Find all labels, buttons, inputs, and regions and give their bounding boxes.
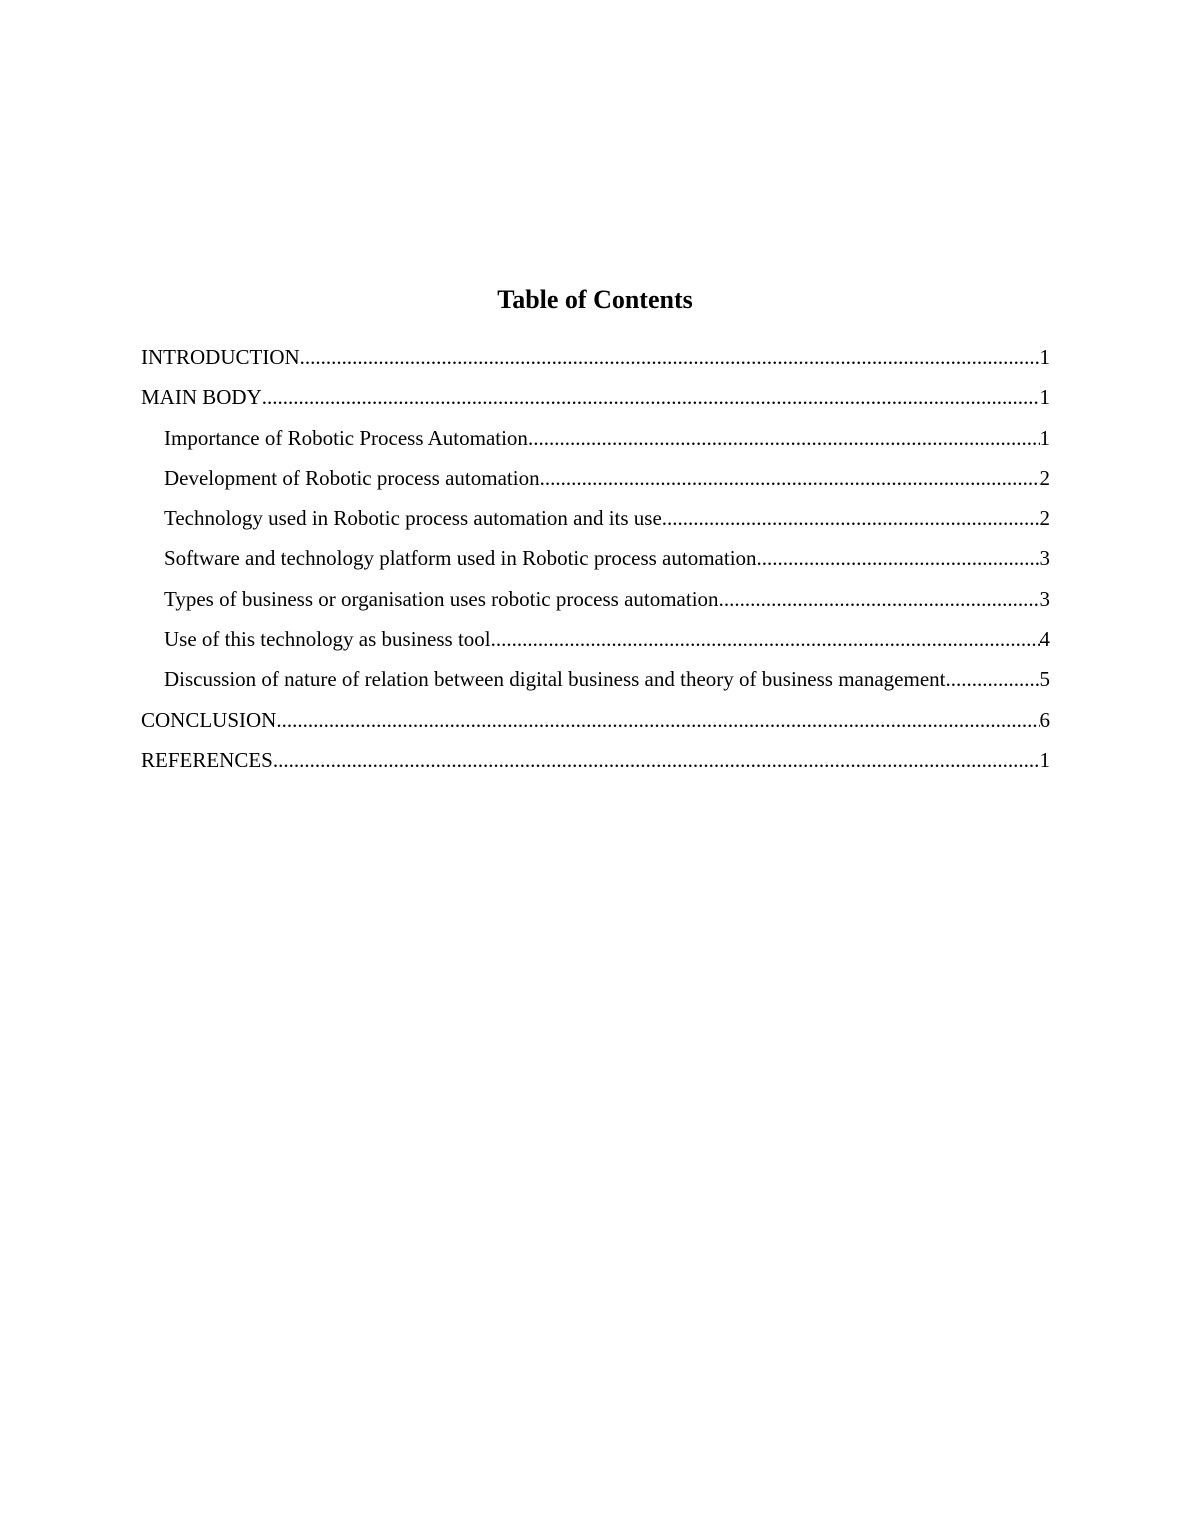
toc-dot-leader [491, 622, 1040, 656]
toc-entry-label: REFERENCES [141, 747, 273, 772]
toc-dot-leader [528, 421, 1040, 455]
toc-entry-page: 2 [1039, 506, 1050, 531]
toc-entry-page: 1 [1039, 385, 1050, 410]
toc-dot-leader [662, 501, 1040, 535]
toc-entry-label: INTRODUCTION [141, 345, 300, 369]
toc-entry-conclusion[interactable] [141, 703, 1050, 743]
toc-entry-page: 6 [1039, 707, 1050, 732]
toc-dot-leader [300, 340, 1040, 374]
toc-dot-leader [540, 461, 1040, 495]
toc-entry-development[interactable] [141, 461, 1050, 501]
toc-entry-label: Discussion of nature of relation between digital business and theory of business management [164, 667, 946, 692]
toc-entry-discussion[interactable] [141, 662, 1050, 702]
toc-entry-label: Use of this technology as business tool [164, 627, 491, 652]
toc-dot-leader [276, 703, 1039, 737]
toc-dot-leader [262, 380, 1040, 414]
toc-entry-technology[interactable] [141, 501, 1050, 541]
toc-entry-label: Importance of Robotic Process Automation [164, 425, 528, 450]
toc-dot-leader [719, 582, 1040, 616]
toc-entry-introduction[interactable] [141, 340, 1050, 380]
toc-entry-label: Development of Robotic process automation [164, 465, 540, 490]
toc-entry-page: 3 [1039, 586, 1050, 611]
toc-entry-main-body[interactable] [141, 380, 1050, 420]
toc-entry-business-tool[interactable] [141, 622, 1050, 662]
toc-dot-leader [757, 541, 1040, 575]
toc-entry-importance[interactable] [141, 421, 1050, 461]
toc-entry-page: 4 [1039, 627, 1050, 652]
toc-entry-page: 1 [1039, 747, 1050, 772]
toc-list [141, 340, 1050, 783]
toc-entry-page: 1 [1039, 425, 1050, 450]
toc-entry-page: 5 [1039, 667, 1050, 692]
toc-dot-leader [273, 743, 1040, 777]
toc-entry-page: 3 [1039, 546, 1050, 571]
toc-title: Table of Contents [497, 285, 693, 314]
toc-entry-references[interactable] [141, 743, 1050, 783]
toc-dot-leader [945, 662, 1039, 696]
toc-entry-label: Technology used in Robotic process automation and its use [164, 506, 662, 531]
toc-entry-label: Software and technology platform used in Robotic process automation [164, 546, 757, 571]
toc-entry-page: 1 [1039, 345, 1050, 369]
toc-entry-label: CONCLUSION [141, 707, 277, 732]
toc-entry-label: MAIN BODY [141, 385, 262, 410]
toc-entry-software-platform[interactable] [141, 541, 1050, 581]
toc-entry-label: Types of business or organisation uses robotic process automation [164, 586, 719, 611]
toc-entry-page: 2 [1039, 465, 1050, 490]
toc-entry-types-of-business[interactable] [141, 582, 1050, 622]
